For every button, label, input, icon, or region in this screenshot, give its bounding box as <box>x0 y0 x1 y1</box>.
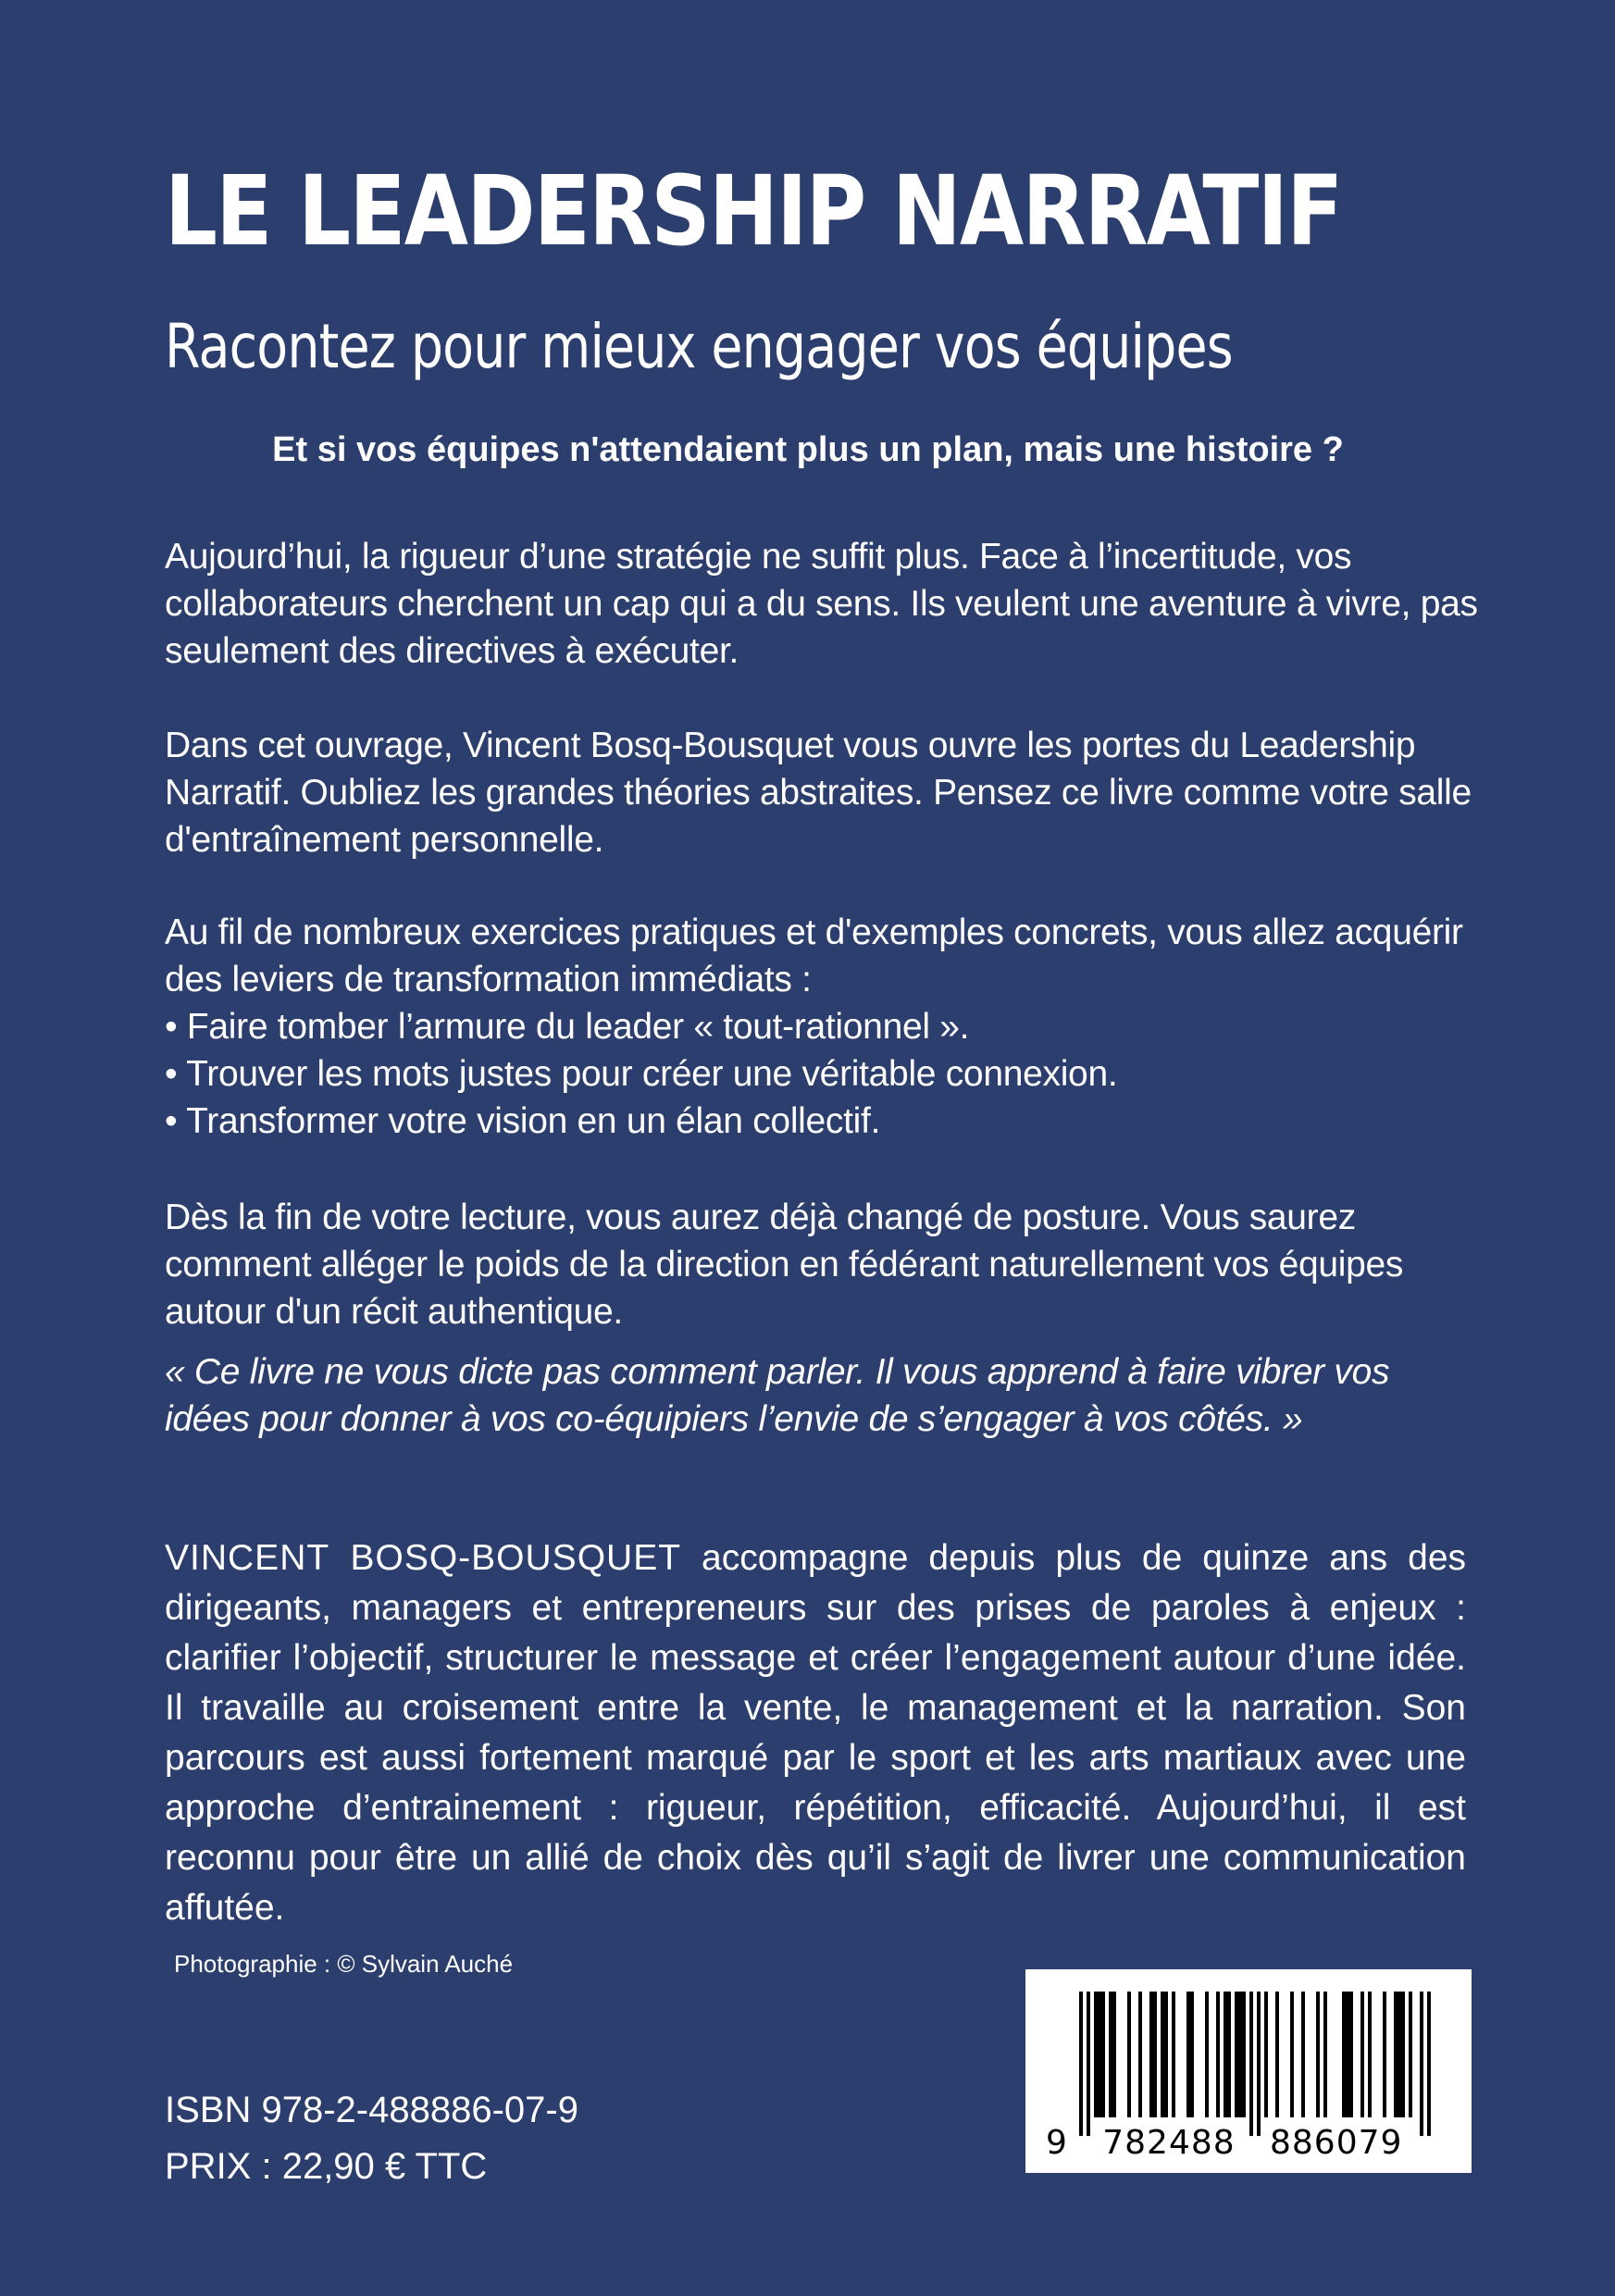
barcode-bar <box>1079 1992 1083 2136</box>
paragraph-2-text: Dans cet ouvrage, Vincent Bosq-Bousquet vous ouvre les portes du Leadership Narratif. Oubliez les grandes théories abstraites. Pensez ce livre comme votre salle d'entraînement personnelle. <box>165 726 1472 860</box>
barcode-bar <box>1398 1992 1401 2117</box>
paragraph-4-text: Dès la fin de votre lecture, vous aurez déjà changé de posture. Vous saurez comment alléger le poids de la direction en fédérant naturellement vos équipes autour d'un récit authentique. <box>165 1198 1404 1332</box>
book-title: LE LEADERSHIP NARRATIF <box>165 155 1342 267</box>
barcode-bar <box>1164 1992 1168 2117</box>
barcode-bar <box>1401 1992 1405 2117</box>
barcode-bar <box>1249 1992 1253 2136</box>
paragraph-3-intro: Au fil de nombreux exercices pratiques et d'exemples concrets, vous allez acquérir des leviers de transformation immédiats : <box>165 912 1463 999</box>
barcode-bar <box>1368 1992 1372 2117</box>
paragraph-intro <box>165 533 1479 675</box>
barcode-bar <box>1242 1992 1246 2117</box>
book-quote: « Ce livre ne vous dicte pas comment parler. Il vous apprend à faire vibrer vos idées pour donner à vos co-équipiers l’envie de s’engager à vos côtés. » <box>165 1352 1390 1439</box>
barcode-bar <box>1316 1992 1320 2117</box>
barcode-bar <box>1383 1992 1386 2117</box>
barcode-bar <box>1112 1992 1116 2117</box>
bullet-item: • Trouver les mots justes pour créer une véritable connexion. <box>165 1054 1118 1094</box>
paragraph-1-text: Aujourd’hui, la rigueur d’une stratégie ne suffit plus. Face à l’incertitude, vos collaborateurs cherchent un cap qui a du sens. Ils veulent une aventure à vivre, pas seulement des directives à exécuter. <box>165 537 1478 671</box>
barcode-bar <box>1224 1992 1227 2117</box>
barcode-bar <box>1101 1992 1105 2117</box>
barcode-bar <box>1216 1992 1220 2117</box>
photo-credit: Photographie : © Sylvain Auché <box>174 1950 514 1978</box>
isbn: ISBN 978-2-488886-07-9 <box>165 2090 578 2130</box>
barcode-bar <box>1172 1992 1175 2117</box>
bullet-item: • Transformer votre vision en un élan collectif. <box>165 1101 881 1141</box>
author-name: VINCENT BOSQ-BOUSQUET <box>165 1538 682 1578</box>
barcode-bar <box>1323 1992 1327 2117</box>
barcode <box>1025 1969 1472 2173</box>
barcode-bar <box>1153 1992 1157 2117</box>
barcode-bar <box>1427 1992 1431 2136</box>
barcode-bar <box>1346 1992 1349 2117</box>
tagline: Et si vos équipes n'attendaient plus un plan, mais une histoire ? <box>272 430 1344 469</box>
barcode-bar <box>1409 1992 1412 2117</box>
barcode-bar <box>1227 1992 1231 2117</box>
barcode-bar <box>1190 1992 1194 2117</box>
book-subtitle: Racontez pour mieux engager vos équipes <box>165 311 1233 382</box>
barcode-bar <box>1205 1992 1209 2117</box>
barcode-bar <box>1290 1992 1294 2117</box>
barcode-bar <box>1420 1992 1423 2136</box>
barcode-bar <box>1087 1992 1090 2136</box>
barcode-bar <box>1275 1992 1279 2117</box>
barcode-bar <box>1257 1992 1261 2136</box>
barcode-bar <box>1138 1992 1142 2117</box>
paragraph-benefits <box>165 909 1479 1145</box>
barcode-bar <box>1394 1992 1398 2117</box>
barcode-bar <box>1342 1992 1346 2117</box>
paragraph-outcome <box>165 1194 1479 1335</box>
barcode-bar <box>1098 1992 1101 2117</box>
author-bio-text: accompagne depuis plus de quinze ans des dirigeants, managers et entrepreneurs sur des prises de paroles à enjeux : clarifier l’objectif, structurer le message et créer l’engagement autour d’une idée. Il travaille au croisement entre la vente, le management et la narration. Son parcours est aussi fortement marqué par le sport et les arts martiaux avec une approche d’entrainement : rigueur, répétition, efficacité. Aujourd’hui, il est reconnu pour être un allié de choix dès qu’il s’agit de livrer une communication affutée. <box>165 1538 1467 1928</box>
barcode-bar <box>1149 1992 1153 2117</box>
barcode-bar <box>1238 1992 1242 2117</box>
barcode-bar <box>1235 1992 1238 2117</box>
bullet-item: • Faire tomber l’armure du leader « tout-rationnel ». <box>165 1007 970 1047</box>
barcode-bar <box>1161 1992 1164 2117</box>
barcode-bar <box>1360 1992 1364 2117</box>
author-bio <box>165 1533 1466 1933</box>
barcode-digits: 9 782488 886079 <box>1046 2124 1403 2162</box>
paragraph-book <box>165 722 1479 863</box>
barcode-bar <box>1127 1992 1131 2117</box>
barcode-bar <box>1349 1992 1353 2117</box>
barcode-bar <box>1094 1992 1098 2117</box>
barcode-bar <box>1264 1992 1268 2117</box>
barcode-bar <box>1109 1992 1112 2117</box>
barcode-bar <box>1301 1992 1305 2117</box>
barcode-bar <box>1186 1992 1190 2117</box>
price: PRIX : 22,90 € TTC <box>165 2146 488 2187</box>
